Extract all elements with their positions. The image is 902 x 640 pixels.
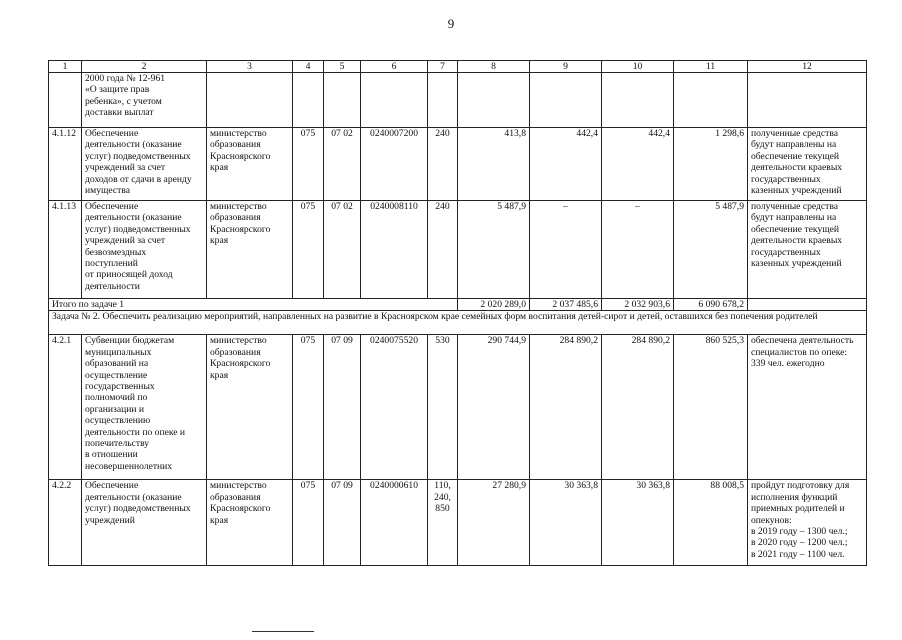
gpbs-code: [293, 73, 324, 128]
value-year-2019: 413,8: [458, 128, 530, 201]
column-number: 5: [324, 61, 361, 73]
gpbs-code: 075: [293, 201, 324, 299]
column-number: 12: [748, 61, 867, 73]
table-row: [49, 73, 867, 128]
responsible-body: [207, 73, 293, 128]
section-code: 07 09: [324, 335, 361, 480]
task-heading: Задача № 2. Обеспечить реализацию мероприятий, направленных на развитие в Красноярском крае семейных форм воспитания детей-сирот и детей, оставшихся без попечения родителей: [49, 311, 867, 335]
section-code: 07 02: [324, 128, 361, 201]
responsible-body: министерство образования Красноярского края: [207, 335, 293, 480]
item-description: 2000 года № 12-961 «О защите прав ребенка», с учетом доставки выплат: [82, 73, 207, 128]
column-number: 2: [82, 61, 207, 73]
responsible-body: министерство образования Красноярского края: [207, 201, 293, 299]
target-article: 0240000610: [361, 480, 428, 566]
responsible-body: министерство образования Красноярского края: [207, 480, 293, 566]
section-code: [324, 73, 361, 128]
gpbs-code: 075: [293, 128, 324, 201]
table-row: [49, 480, 867, 566]
expense-type: 530: [428, 335, 458, 480]
column-number: 8: [458, 61, 530, 73]
value-year-2019: 290 744,9: [458, 335, 530, 480]
column-number: 1: [49, 61, 82, 73]
value-year-2021: 284 890,2: [602, 335, 674, 480]
budget-table: [48, 60, 867, 566]
value-year-2019: [458, 73, 530, 128]
column-number: 6: [361, 61, 428, 73]
expected-result: пройдут подготовку для исполнения функций приемных родителей и опекунов: в 2019 году – 1300 чел.; в 2020 году – 1200 чел.; в 2021 году – 1100 чел.: [748, 480, 867, 566]
gpbs-code: 075: [293, 335, 324, 480]
table-row: [49, 201, 867, 299]
item-number: 4.1.12: [49, 128, 82, 201]
target-article: 0240075520: [361, 335, 428, 480]
expected-result: обеспечена деятельность специалистов по опеке: 339 чел. ежегодно: [748, 335, 867, 480]
item-number: 4.1.13: [49, 201, 82, 299]
value-year-2019: 5 487,9: [458, 201, 530, 299]
value-total: 1 298,6: [674, 128, 748, 201]
total-year-2020: 2 037 485,6: [530, 299, 602, 311]
target-article: 0240007200: [361, 128, 428, 201]
item-number: [49, 73, 82, 128]
total-label: Итого по задаче 1: [49, 299, 458, 311]
expected-result: полученные средства будут направлены на обеспечение текущей деятельности краевых государственных казенных учреждений: [748, 201, 867, 299]
item-description: Субвенции бюджетам муниципальных образований на осуществление государственных полномочий по организации и осуществлению деятельности по опеке и попечительству в отношении несовершеннолетних: [82, 335, 207, 480]
value-year-2021: 442,4: [602, 128, 674, 201]
gpbs-code: 075: [293, 480, 324, 566]
value-year-2019: 27 280,9: [458, 480, 530, 566]
section-code: 07 09: [324, 480, 361, 566]
total-year-2021: 2 032 903,6: [602, 299, 674, 311]
expense-type: 240: [428, 128, 458, 201]
expected-result: полученные средства будут направлены на обеспечение текущей деятельности краевых государственных казенных учреждений: [748, 128, 867, 201]
expense-type: 110, 240, 850: [428, 480, 458, 566]
expected-result: [748, 73, 867, 128]
table-row: [49, 128, 867, 201]
responsible-body: министерство образования Красноярского края: [207, 128, 293, 201]
value-year-2020: 284 890,2: [530, 335, 602, 480]
total-note: [748, 299, 867, 311]
item-description: Обеспечение деятельности (оказание услуг) подведомственных учреждений: [82, 480, 207, 566]
section-code: 07 02: [324, 201, 361, 299]
value-total: 88 008,5: [674, 480, 748, 566]
item-number: 4.2.1: [49, 335, 82, 480]
value-total: 860 525,3: [674, 335, 748, 480]
value-year-2020: –: [530, 201, 602, 299]
column-number-row: [49, 61, 867, 73]
column-number: 3: [207, 61, 293, 73]
value-year-2021: –: [602, 201, 674, 299]
value-year-2021: 30 363,8: [602, 480, 674, 566]
column-number: 11: [674, 61, 748, 73]
item-number: 4.2.2: [49, 480, 82, 566]
item-description: Обеспечение деятельности (оказание услуг) подведомственных учреждений за счет безвозмездных поступлений от приносящей доход деятельности: [82, 201, 207, 299]
item-description: Обеспечение деятельности (оказание услуг) подведомственных учреждений за счет доходов от сдачи в аренду имущества: [82, 128, 207, 201]
value-total: 5 487,9: [674, 201, 748, 299]
footer-rule: [252, 631, 314, 632]
table-row: [49, 335, 867, 480]
total-row: [49, 299, 867, 311]
value-year-2020: [530, 73, 602, 128]
value-year-2020: 30 363,8: [530, 480, 602, 566]
column-number: 7: [428, 61, 458, 73]
task-row: [49, 311, 867, 335]
value-year-2020: 442,4: [530, 128, 602, 201]
column-number: 4: [293, 61, 324, 73]
expense-type: [428, 73, 458, 128]
column-number: 9: [530, 61, 602, 73]
value-year-2021: [602, 73, 674, 128]
target-article: [361, 73, 428, 128]
value-total: [674, 73, 748, 128]
page-number: 9: [447, 16, 455, 31]
target-article: 0240008110: [361, 201, 428, 299]
total-sum: 6 090 678,2: [674, 299, 748, 311]
expense-type: 240: [428, 201, 458, 299]
column-number: 10: [602, 61, 674, 73]
total-year-2019: 2 020 289,0: [458, 299, 530, 311]
